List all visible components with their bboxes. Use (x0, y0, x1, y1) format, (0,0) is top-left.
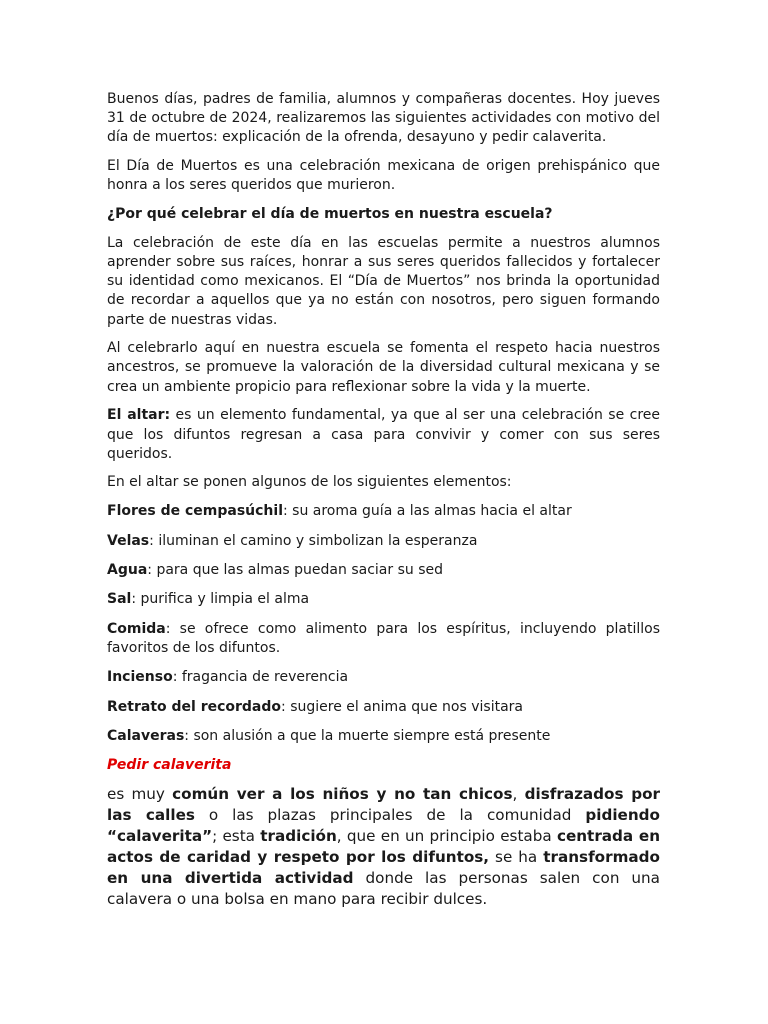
question-heading: ¿Por qué celebrar el día de muertos en nuestra escuela? (107, 206, 553, 223)
element-text: : su aroma guía a las almas hacia el altar (283, 503, 572, 520)
definition-paragraph: El Día de Muertos es una celebración mexicana de origen prehispánico que honra a los seres queridos que murieron. (107, 158, 660, 194)
emphasis-text: disfrazados por las calles (107, 785, 661, 825)
list-item (107, 590, 660, 609)
altar-term: El altar: (107, 407, 171, 424)
elements-intro: En el altar se ponen algunos de los siguientes elementos: (107, 474, 512, 491)
body-text: donde las personas salen con una calavera o una bolsa en mano para recibir dulces. (107, 869, 660, 909)
element-text: : se ofrece como alimento para los espíritus, incluyendo platillos favoritos de los difuntos. (107, 620, 660, 656)
emphasis-text: centrada en actos de caridad y respeto por los difuntos, (107, 827, 661, 867)
element-text: : iluminan el camino y simbolizan la esperanza (149, 532, 478, 549)
list-item (107, 668, 660, 687)
element-text: : purifica y limpia el alma (131, 591, 310, 608)
body-text: ; esta (212, 827, 261, 846)
emphasis-text: transformado en una divertida actividad (107, 848, 660, 888)
body-text: , (512, 785, 525, 804)
body-text: , que en un principio estaba (336, 827, 557, 846)
emphasis-text: tradición (260, 827, 337, 846)
element-term: Flores de cempasúchil (107, 503, 283, 520)
element-term: Retrato del recordado (107, 698, 282, 715)
element-term: Sal (107, 591, 132, 608)
reason-paragraph-1: La celebración de este día en las escuelas permite a nuestros alumnos aprender sobre sus raíces, honrar a sus seres queridos fallecidos y fortalecer su identidad como mexicanos. El “Día de Muertos” nos brinda la oportunidad de recordar a aquellos que ya no están con nosotros, pero siguen formando parte de nuestras vidas. (107, 234, 660, 328)
reason-paragraph-2: Al celebrarlo aquí en nuestra escuela se fomenta el respeto hacia nuestros ancestros, se promueve la valoración de la diversidad cultural mexicana y se crea un ambiente propicio para reflexionar sobre la vida y la muerte. (107, 340, 660, 395)
list-item (107, 698, 660, 717)
list-item (107, 502, 660, 521)
altar-text: es un elemento fundamental, ya que al ser una celebración se cree que los difuntos regresan a casa para convivir y comer con sus seres queridos. (107, 407, 661, 462)
body-text: es muy (107, 785, 173, 804)
intro-paragraph: Buenos días, padres de familia, alumnos y compañeras docentes. Hoy jueves 31 de octubre de 2024, realizaremos las siguientes actividades con motivo del día de muertos: explicación de la ofrenda, desayuno y pedir calaverita. (107, 91, 660, 146)
element-term: Incienso (107, 669, 173, 686)
calaverita-heading: Pedir calaverita (107, 757, 232, 774)
body-text: o las plazas principales de la comunidad (194, 806, 586, 825)
altar-paragraph (107, 406, 660, 464)
list-item (107, 727, 660, 746)
calaverita-paragraph (107, 784, 660, 910)
element-term: Calaveras (107, 728, 185, 745)
emphasis-text: pidiendo “calaverita” (107, 806, 660, 846)
list-item (107, 532, 660, 551)
body-text: se ha (489, 848, 544, 867)
element-text: : sugiere el anima que nos visitara (281, 698, 523, 715)
emphasis-text: común ver a los niños y no tan chicos (172, 785, 513, 804)
list-item (107, 561, 660, 580)
element-term: Comida (107, 620, 166, 637)
element-text: : son alusión a que la muerte siempre está presente (184, 728, 551, 745)
element-term: Agua (107, 561, 148, 578)
element-term: Velas (107, 532, 150, 549)
element-text: : para que las almas puedan saciar su sed (147, 561, 443, 578)
list-item (107, 620, 660, 658)
element-text: : fragancia de reverencia (172, 669, 349, 686)
